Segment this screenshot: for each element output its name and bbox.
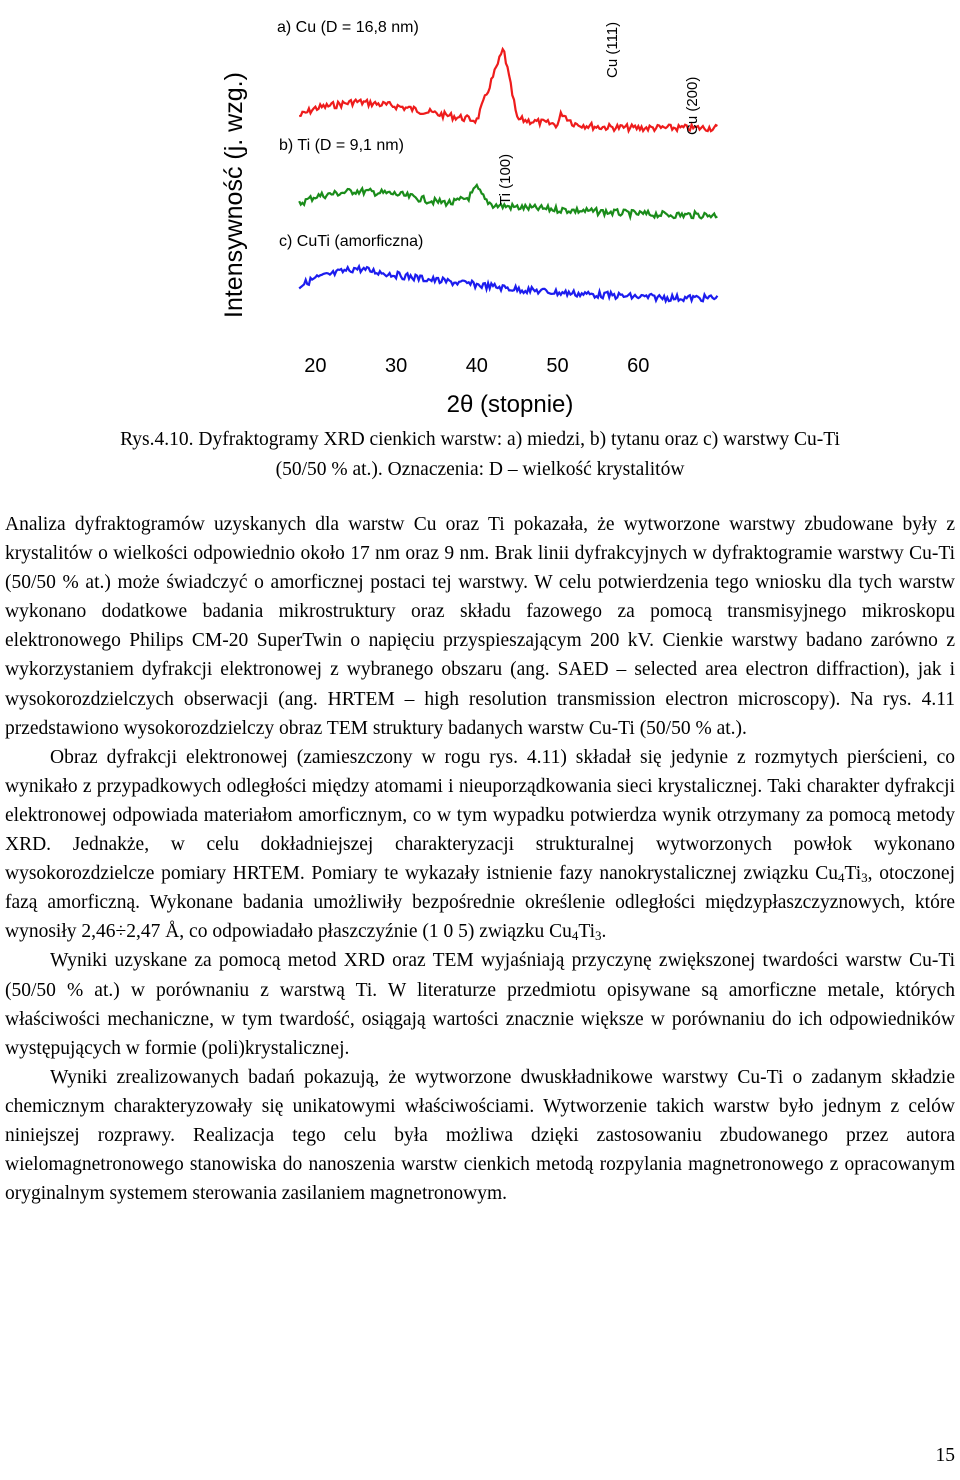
paragraph-1: Analiza dyfraktogramów uzyskanych dla warstw Cu oraz Ti pokazała, że wytworzone warstwy zbudowane były z krystalitów o wielkości odpowiednio około 17 nm oraz 9 nm. Brak linii dyfrakcyjnych w dyfraktogramie warstwy Cu-Ti (50/50 % at.) może świadczyć o amorficznej postaci tej warstwy. W celu potwierdzenia tego wniosku dla tych warstw wykonano dodatkowe badania mikrostruktury oraz składu fazowego za pomocą transmisyjnego mikroskopu elektronowego Philips CM-20 SuperTwin o napięciu przyspieszającym 200 kV. Cienkie warstwy badano zarówno z wykorzystaniem dyfrakcji elektronowej z wybranego obszaru (ang. SAED – selected area electron diffraction), jak i wysokorozdzielczych obserwacji (ang. HRTEM – high resolution transmission electron microscopy). Na rys. 4.11 przedstawiono wysokorozdzielczy obraz TEM struktury badanych warstw Cu-Ti (50/50 % at.). xyxy=(5,514,955,739)
x-axis-label: 2θ (stopnie) xyxy=(446,391,574,418)
x-tick-label: 30 xyxy=(384,355,408,377)
paragraph-3: Wyniki uzyskane za pomocą metod XRD oraz TEM wyjaśniają przyczynę zwiększonej twardości warstw Cu-Ti (50/50 % at.) w porównaniu z warstwą Ti. W literaturze przedmiotu opisywane są amorficzne metale, których właściwości mechaniczne, w tym twardość, osiągają wartości znacznie większe w porównaniu do ich odpowiedników występujących w formie (poli)krystalicznej. xyxy=(5,950,955,1059)
subscript: 4 xyxy=(837,870,845,886)
paragraph-2-text: Ti xyxy=(844,863,862,885)
x-tick-label: 20 xyxy=(304,355,327,377)
xrd-chart xyxy=(0,0,960,425)
x-tick-label: 60 xyxy=(627,355,650,377)
curve-label-b: b) Ti (D = 9,1 nm) xyxy=(279,137,404,154)
subscript: 4 xyxy=(571,928,579,944)
peak-label-cu111: Cu (111) xyxy=(604,21,621,78)
x-tick-label: 40 xyxy=(465,355,488,377)
paragraph-2-text: , otoczonej fazą amorficzną. Wykonane badania umożliwiły bezpośrednie określenie odległości międzypłaszczyznowych, które wynosiły 2,46÷2,47 Å, co odpowiadało płaszczyźnie (1 0 5) związku Cu xyxy=(5,863,956,943)
y-axis-label: Intensywność (j. wzg.) xyxy=(220,72,248,318)
subscript: 3 xyxy=(595,928,602,944)
curve-label-c: c) CuTi (amorficzna) xyxy=(279,233,424,250)
x-tick-labels xyxy=(304,355,649,377)
xrd-series-line xyxy=(299,266,717,301)
subscript: 3 xyxy=(861,870,868,886)
peak-label-cu200: Cu (200) xyxy=(684,76,701,135)
paragraph-4: Wyniki zrealizowanych badań pokazują, że wytworzone dwuskładnikowe warstwy Cu-Ti o zadanym składzie chemicznym charakteryzowały się unikatowymi właściwościami. Wytworzenie takich warstw było jednym z celów niniejszej rozprawy. Realizacja tego celu była możliwa dzięki zastosowaniu zbudowanego przez autora wielomagnetronowego stanowiska do nanoszenia warstw cienkich metodą rozpylania magnetronowego z opracowanym oryginalnym systemem sterowania zasilaniem magnetronowym. xyxy=(5,1066,955,1205)
paragraph-2-text: Ti xyxy=(578,921,596,943)
peak-label-ti100: Ti (100) xyxy=(497,153,514,205)
figure-caption-line-1: Rys.4.10. Dyfraktogramy XRD cienkich warstw: a) miedzi, b) tytanu oraz c) warstwy Cu-Ti xyxy=(120,429,840,450)
paragraph-2-text: Obraz dyfrakcji elektronowej (zamieszczony w rogu rys. 4.11) składał się jedynie z rozmytych pierścieni, co wynikało z przypadkowych odległości między atomami i nieuporządkowania sieci krystalicznej. Taki charakter dyfrakcji elektronowej odpowiada materiałom amorficznym, co w tym wypadku potwierdza wynik otrzymany za pomocą metody XRD. Jednakże, w celu dokładniejszej charakteryzacji strukturalnej wytworzonych powłok wykonano wysokorozdzielcze pomiary HRTEM. Pomiary te wykazały istnienie fazy nanokrystalicznej związku Cu xyxy=(5,746,955,885)
xrd-series-line xyxy=(299,49,717,131)
paragraph-2 xyxy=(5,743,955,947)
body-text xyxy=(5,510,955,1208)
paragraph-2-text: . xyxy=(601,921,607,943)
xrd-figure xyxy=(0,0,960,425)
curve-label-a: a) Cu (D = 16,8 nm) xyxy=(277,19,419,36)
page-number: 15 xyxy=(935,1445,955,1466)
figure-caption-line-2: (50/50 % at.). Oznaczenia: D – wielkość krystalitów xyxy=(275,459,685,480)
x-tick-label: 50 xyxy=(546,355,569,377)
